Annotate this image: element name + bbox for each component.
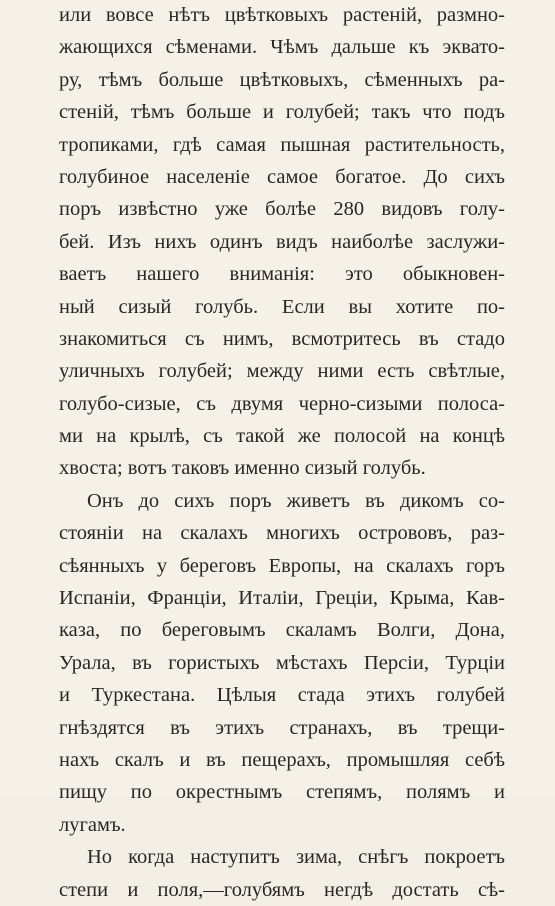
- text-line: гнѣздятся въ этихъ странахъ, въ трещи-: [59, 716, 505, 739]
- text-line: каза, по береговымъ скаламъ Волги, Дона,: [59, 619, 505, 642]
- text-line: уличныхъ голубей; между ними есть свѣтлые,: [59, 360, 505, 383]
- text-line: или вовсе нѣтъ цвѣтковыхъ растеній, размно-: [59, 4, 505, 26]
- text-line: тропиками, гдѣ самая пышная растительность,: [59, 133, 505, 156]
- page-text: [59, 0, 505, 906]
- text-line: стояніи на скалахъ многихъ острововъ, раз-: [59, 522, 505, 545]
- text-line: степи и поля,—голубямъ негдѣ достать сѣ-: [59, 878, 505, 901]
- text-line: Но когда наступитъ зима, снѣгъ покроетъ: [87, 846, 505, 869]
- paragraph-1: [59, 0, 505, 485]
- text-line: ный сизый голубь. Если вы хотите по-: [59, 295, 505, 318]
- text-line: Испаніи, Франціи, Италіи, Греціи, Крыма, Кав-: [59, 587, 505, 610]
- text-line: бей. Изъ нихъ одинъ видъ наиболѣе заслужи-: [59, 230, 505, 253]
- paragraph-2: [59, 485, 505, 841]
- text-line: ру, тѣмъ больше цвѣтковыхъ, сѣменныхъ ра-: [59, 68, 505, 91]
- text-line: хвоста; вотъ таковъ именно сизый голубь.: [59, 457, 426, 480]
- text-line: голубиное населеніе самое богатое. До сихъ: [59, 165, 505, 188]
- text-line: и Туркестана. Цѣлыя стада этихъ голубей: [59, 684, 505, 707]
- text-line: лугамъ.: [59, 813, 126, 836]
- text-line: поръ извѣстно уже болѣе 280 видовъ голу-: [59, 198, 505, 221]
- text-line: сѣянныхъ у береговъ Европы, на скалахъ горъ: [59, 554, 505, 577]
- text-line: голубо-сизые, съ двумя черно-сизыми полоса-: [59, 392, 505, 415]
- text-line: ми на крылѣ, съ такой же полосой на концѣ: [59, 425, 505, 448]
- text-line: стеній, тѣмъ больше и голубей; такъ что подъ: [59, 101, 505, 124]
- text-line: ваетъ нашего вниманія: это обыкновен-: [59, 263, 505, 286]
- text-line: Урала, въ гористыхъ мѣстахъ Персіи, Турціи: [59, 651, 505, 674]
- text-line: пищу по окрестнымъ степямъ, полямъ и: [59, 781, 505, 804]
- text-line: знакомиться съ нимъ, всмотритесь въ стадо: [59, 327, 505, 350]
- paragraph-3: [59, 841, 505, 906]
- text-line: жающихся сѣменами. Чѣмъ дальше къ эквато-: [59, 36, 505, 59]
- text-line: нахъ скалъ и въ пещерахъ, промышляя себѣ: [59, 748, 505, 771]
- text-line: Онъ до сихъ поръ живетъ въ дикомъ со-: [87, 489, 505, 512]
